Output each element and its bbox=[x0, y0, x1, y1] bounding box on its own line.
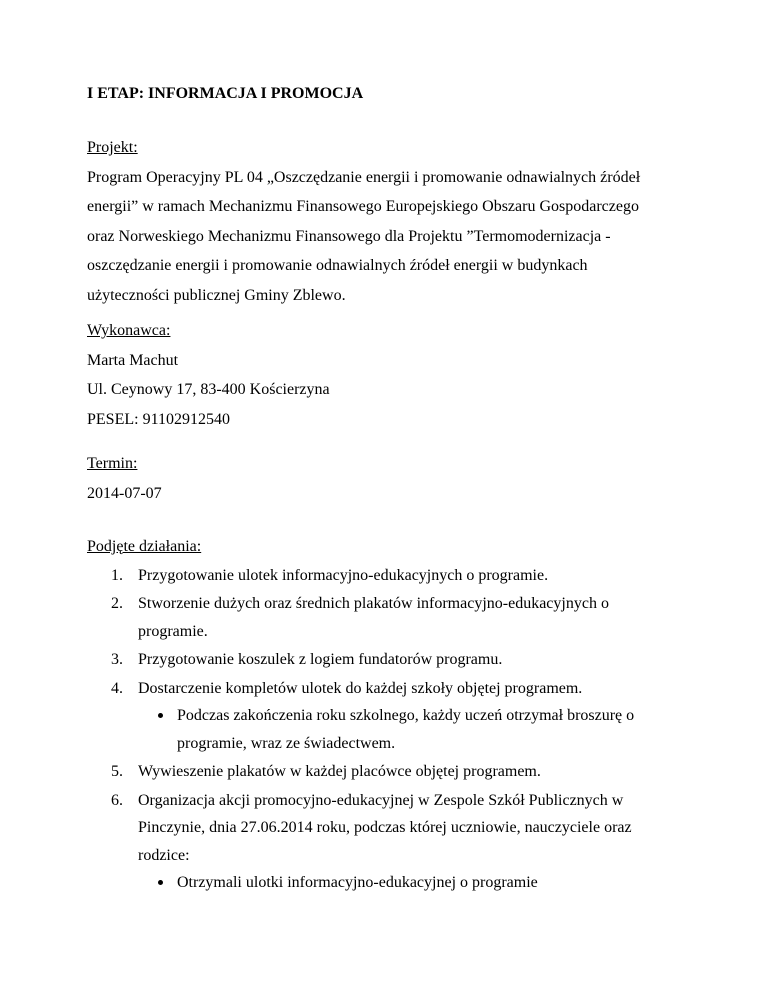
list-item bbox=[87, 787, 687, 897]
project-line: użyteczności publicznej Gminy Zblewo. bbox=[87, 286, 346, 304]
list-item-text: Przygotowanie ulotek informacyjno-edukacyjnych o programie. bbox=[138, 566, 549, 584]
deadline-date: 2014-07-07 bbox=[87, 484, 162, 502]
list-item bbox=[87, 562, 687, 590]
list-item bbox=[87, 675, 687, 758]
list-item-text: Wywieszenie plakatów w każdej placówce objętej programem. bbox=[138, 763, 541, 780]
bullet-icon bbox=[158, 880, 163, 885]
list-item bbox=[87, 646, 687, 674]
list-item-text: programie. bbox=[138, 622, 208, 640]
list-item-text: Organizacja akcji promocyjno-edukacyjnej w Zespole Szkół Publicznych w bbox=[138, 791, 624, 809]
document-title: I ETAP: INFORMACJA I PROMOCJA bbox=[87, 85, 364, 102]
list-number: 4. bbox=[111, 679, 123, 697]
project-line: Program Operacyjny PL 04 „Oszczędzanie energii i promowanie odnawialnych źródeł bbox=[87, 168, 641, 186]
contractor-label: Wykonawca: bbox=[87, 322, 171, 339]
sub-list bbox=[138, 869, 687, 897]
list-item-text: Dostarczenie kompletów ulotek do każdej szkoły objętej programem. bbox=[138, 679, 583, 697]
contractor-name: Marta Machut bbox=[87, 351, 179, 369]
list-number: 5. bbox=[111, 763, 123, 780]
list-number: 6. bbox=[111, 791, 123, 809]
project-line: energii” w ramach Mechanizmu Finansowego Europejskiego Obszaru Gospodarczego bbox=[87, 198, 639, 215]
sub-list-item bbox=[138, 702, 687, 757]
list-item-text: rodzice: bbox=[138, 846, 190, 864]
contractor-section bbox=[87, 316, 687, 434]
actions-label: Podjęte działania: bbox=[87, 538, 202, 555]
list-item-text: Przygotowanie koszulek z logiem fundatorów programu. bbox=[138, 651, 503, 668]
sub-list bbox=[138, 702, 687, 757]
list-number: 2. bbox=[111, 595, 123, 612]
sub-list-item bbox=[138, 869, 687, 897]
deadline-label: Termin: bbox=[87, 455, 138, 472]
list-number: 3. bbox=[111, 651, 123, 668]
list-item bbox=[87, 590, 687, 645]
contractor-pesel: PESEL: 91102912540 bbox=[87, 410, 230, 428]
project-line: oraz Norweskiego Mechanizmu Finansowego dla Projektu ”Termomodernizacja - bbox=[87, 227, 611, 245]
sub-list-item-text: programie, wraz ze świadectwem. bbox=[177, 734, 396, 752]
sub-list-item-text: Podczas zakończenia roku szkolnego, każdy uczeń otrzymał broszurę o bbox=[177, 707, 635, 724]
list-item bbox=[87, 758, 687, 786]
list-item-text: Stworzenie dużych oraz średnich plakatów informacyjno-edukacyjnych o bbox=[138, 595, 609, 612]
project-label: Projekt: bbox=[87, 139, 138, 156]
actions-list bbox=[87, 562, 687, 897]
list-item-text: Pinczynie, dnia 27.06.2014 roku, podczas której uczniowie, nauczyciele oraz bbox=[138, 819, 632, 836]
contractor-address: Ul. Ceynowy 17, 83-400 Kościerzyna bbox=[87, 381, 330, 398]
sub-list-item-text: Otrzymali ulotki informacyjno-edukacyjnej o programie bbox=[177, 874, 538, 891]
list-number: 1. bbox=[111, 566, 123, 584]
bullet-icon bbox=[158, 713, 163, 718]
actions-section bbox=[87, 532, 687, 898]
project-section bbox=[87, 133, 687, 310]
deadline-section bbox=[87, 449, 687, 508]
project-line: oszczędzanie energii i promowanie odnawialnych źródeł energii w budynkach bbox=[87, 257, 588, 274]
